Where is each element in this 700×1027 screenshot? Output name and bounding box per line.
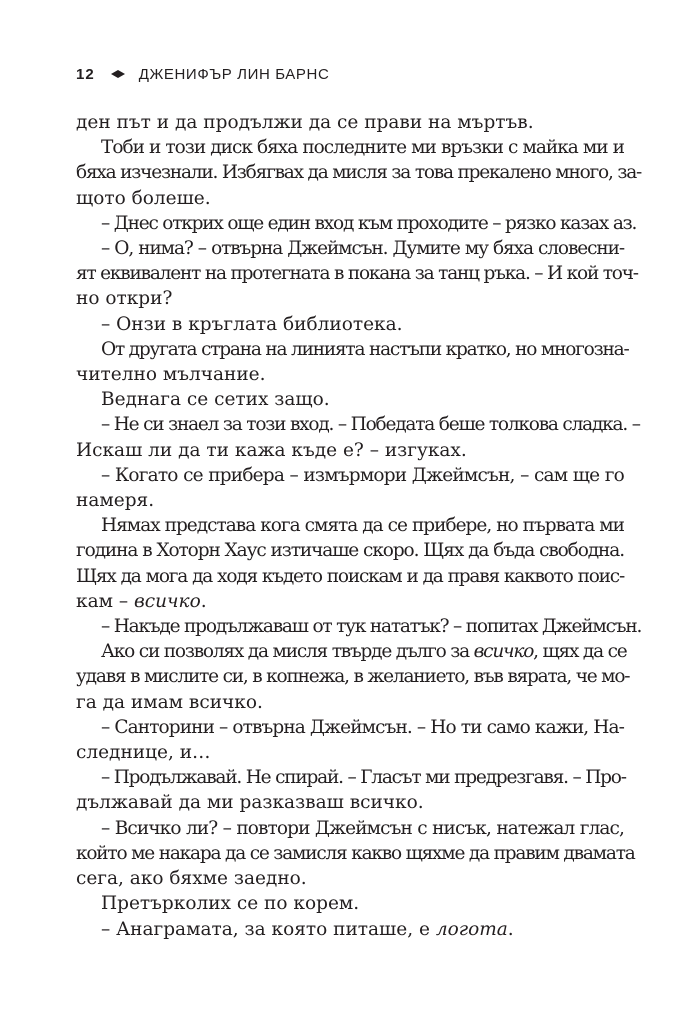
text-line-content: га да имам всичко. [76,691,263,713]
text-line-content: ят еквивалент на протегнатa в покана за танц ръка. – И кой точ- [76,263,638,285]
text-line [76,866,624,891]
text-line-content: Тоби и този диск бяха последните ми връзки с майка ми и [101,137,624,159]
text-line [76,538,624,563]
text-line-content: – Накъде продължаваш от тук нататък? – попитах Джеймсън. [101,616,642,638]
page-number: 12 [76,65,95,83]
text-line [76,362,624,387]
text-line-content: Нямах представа кога смята да се прибере, но първата ми [101,515,624,537]
text-line-content: Ако си позволях да мисля твърде дълго за [101,641,474,663]
text-line [76,186,624,211]
text-line [76,765,624,790]
text-line-content: следнице, и… [76,742,211,764]
text-line-content: година в Хоторн Хаус изтичаше скоро. Щях да бъда свободна. [76,540,624,562]
text-line [76,664,630,689]
text-line [76,841,635,866]
text-line [76,286,624,311]
text-line [76,513,624,538]
text-line-content: – Днес открих още един вход към проходите – рязко казах аз. [101,212,637,234]
text-line-content: намеря. [76,490,155,512]
text-line [76,261,638,286]
text-line-content: бяха изчезнали. Избягвах да мисля за това прекалено много, за- [76,162,642,184]
text-line-content: – Всичко ли? – повтори Джеймсън с нисък, натежал глас, [101,817,624,839]
text-line-content: Веднага се сетих защо. [101,389,330,411]
text-line-content: удавя в мислите си, в копнежа, в желанието, във вярата, че мо- [76,666,630,688]
text-line [76,412,640,437]
text-line-content: ден път и да продължи да се прави на мъртъв. [76,112,534,133]
text-line-tail: . [507,918,514,940]
text-line [76,639,627,664]
text-line [76,891,624,916]
text-line-content: Щях да мога да ходя където поискам и да правя каквото поис- [76,565,624,587]
diamond-icon [111,70,125,78]
text-line-tail: , щях да се [533,641,627,663]
text-line [76,740,624,765]
text-line-content: дължавай да ми разказваш всичко. [76,792,424,814]
text-line [76,312,624,337]
italic-word: всичко [473,641,534,663]
text-line [76,236,624,261]
text-line [76,589,624,614]
text-line [76,211,637,236]
text-line [76,816,624,841]
text-line-content: – О, нима? – отвърна Джеймсън. Думите му бяха словесни- [101,238,624,260]
text-line-content: – Санторини – отвърна Джеймсън. – Но ти само кажи, На- [101,716,624,738]
text-line [76,790,624,815]
running-title: ДЖЕНИФЪР ЛИН БАРНС [138,65,330,83]
text-line [76,135,624,160]
text-line-tail: . [200,590,207,612]
text-line-content: чително мълчание. [76,364,266,386]
text-line-content: Искаш ли да ти кажа къде е? – изгуках. [76,439,467,461]
text-line-content: щото болеше. [76,187,211,209]
text-line [76,690,624,715]
text-line-content: – Анаграмата, за която питаше, е [101,918,436,940]
text-line [76,110,624,135]
text-line-content: Претърколих се по корем. [101,893,360,915]
text-line [76,463,624,488]
text-line-content: но откри? [76,288,173,310]
text-line-content: който ме накара да се замисля какво щяхме да правим двамата [76,842,635,864]
text-line-content: – Не си знаел за този вход. – Победата беше толкова сладка. – [101,414,640,436]
running-header [76,63,329,85]
italic-word: логота [435,918,508,940]
text-line [76,564,624,589]
text-line [76,160,642,185]
text-line-content: – Онзи в кръглата библиотека. [101,313,403,335]
text-line [76,715,624,740]
text-line [76,917,624,942]
text-line [76,438,624,463]
text-line [76,614,642,639]
body-text [76,110,642,942]
text-line-content: сега, ако бяхме заедно. [76,868,307,890]
text-line-content: – Когато се прибера – измърмори Джеймсън, – сам ще го [101,464,624,486]
text-line [76,387,624,412]
text-line-content: – Продължавай. Не спирай. – Гласът ми предрезгавя. – Про- [101,767,626,789]
text-line [76,337,629,362]
text-line-content: От другата страна на линията настъпи кратко, но многозна- [101,338,629,360]
text-line-content: кам – [76,590,134,612]
italic-word: всичко [134,590,201,612]
text-line [76,488,624,513]
